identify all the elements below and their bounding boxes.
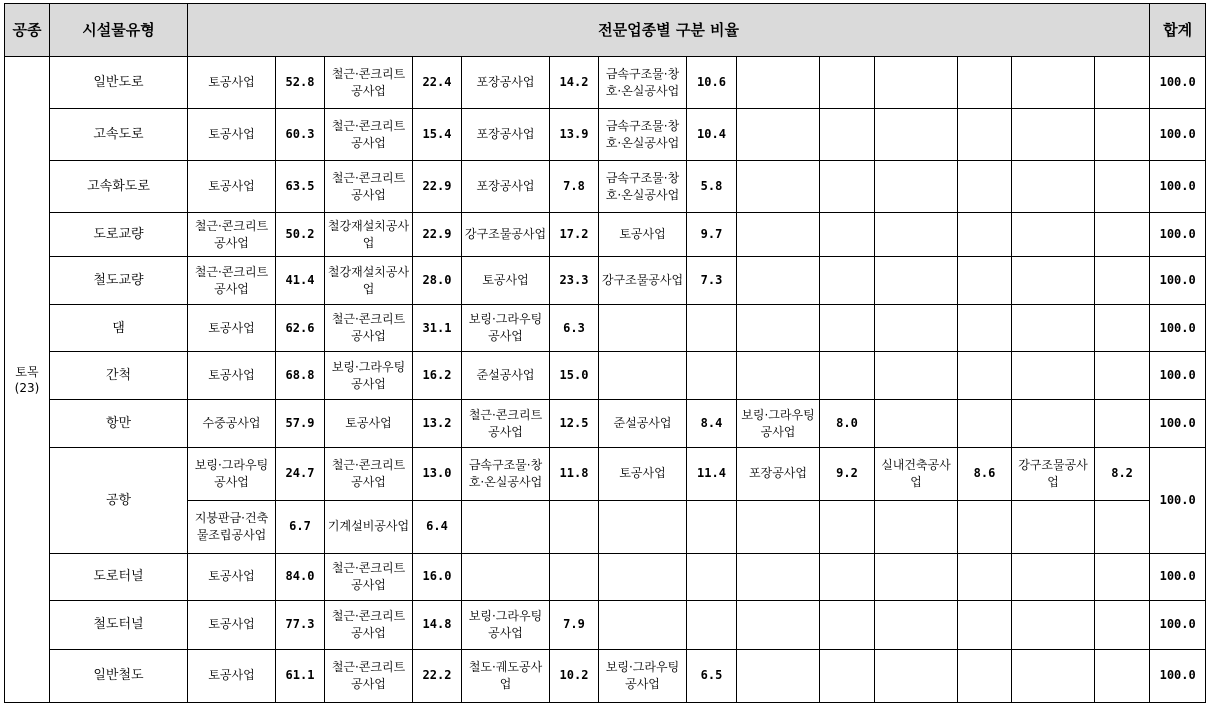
trade-name-cell	[599, 305, 687, 352]
trade-name-cell: 금속구조물·창호·온실공사업	[599, 57, 687, 109]
trade-ratio-cell: 13.2	[413, 400, 462, 447]
trade-name-cell: 토공사업	[188, 352, 276, 400]
trade-ratio-cell	[1095, 553, 1150, 600]
header-category: 공종	[5, 4, 50, 57]
trade-name-cell: 철근·콘크리트공사업	[325, 161, 413, 213]
trade-name-cell	[1012, 400, 1095, 447]
trade-ratio-cell: 50.2	[276, 213, 325, 257]
facility-type-cell: 고속도로	[50, 109, 188, 161]
table-row	[5, 257, 1206, 305]
trade-name-cell	[1012, 213, 1095, 257]
trade-name-cell: 철도·궤도공사업	[462, 649, 550, 702]
trade-ratio-cell	[550, 500, 599, 553]
trade-ratio-cell	[958, 305, 1012, 352]
trade-ratio-cell: 7.8	[550, 161, 599, 213]
trade-ratio-cell: 13.9	[550, 109, 599, 161]
trade-ratio-cell: 68.8	[276, 352, 325, 400]
trade-name-cell	[875, 161, 958, 213]
trade-name-cell: 토공사업	[188, 109, 276, 161]
trade-name-cell: 포장공사업	[462, 109, 550, 161]
trade-name-cell: 철근·콘크리트공사업	[188, 257, 276, 305]
trade-name-cell: 보링·그라우팅공사업	[462, 600, 550, 649]
facility-type-cell: 일반철도	[50, 649, 188, 702]
total-cell: 100.0	[1150, 352, 1206, 400]
trade-ratio-cell	[820, 109, 875, 161]
trade-name-cell	[1012, 305, 1095, 352]
trade-name-cell: 보링·그라우팅공사업	[599, 649, 687, 702]
trade-name-cell: 철근·콘크리트공사업	[325, 600, 413, 649]
table-row	[5, 352, 1206, 400]
trade-name-cell: 금속구조물·창호·온실공사업	[599, 109, 687, 161]
trade-name-cell: 준설공사업	[462, 352, 550, 400]
trade-name-cell	[875, 109, 958, 161]
trade-name-cell: 철근·콘크리트공사업	[325, 447, 413, 500]
trade-ratio-cell	[687, 600, 737, 649]
trade-ratio-cell: 5.8	[687, 161, 737, 213]
table-row	[5, 553, 1206, 600]
trade-name-cell: 토공사업	[188, 161, 276, 213]
trade-ratio-cell: 7.9	[550, 600, 599, 649]
trade-name-cell: 철근·콘크리트공사업	[462, 400, 550, 447]
trade-name-cell	[1012, 352, 1095, 400]
trade-ratio-cell	[687, 305, 737, 352]
trade-name-cell: 토공사업	[188, 57, 276, 109]
trade-ratio-cell: 15.0	[550, 352, 599, 400]
trade-ratio-cell	[820, 553, 875, 600]
category-name: 토목	[15, 364, 39, 379]
trade-ratio-cell	[958, 213, 1012, 257]
trade-ratio-cell: 22.9	[413, 213, 462, 257]
trade-ratio-cell	[687, 352, 737, 400]
category-count: (23)	[14, 380, 40, 395]
table-row	[5, 161, 1206, 213]
trade-ratio-cell: 8.4	[687, 400, 737, 447]
trade-name-cell: 금속구조물·창호·온실공사업	[462, 447, 550, 500]
trade-ratio-cell: 62.6	[276, 305, 325, 352]
trade-ratio-cell	[820, 161, 875, 213]
trade-ratio-cell	[820, 305, 875, 352]
facility-type-cell: 고속화도로	[50, 161, 188, 213]
trade-ratio-cell: 6.7	[276, 500, 325, 553]
trade-name-cell	[1012, 649, 1095, 702]
trade-ratio-cell: 52.8	[276, 57, 325, 109]
trade-ratio-cell	[958, 57, 1012, 109]
trade-name-cell	[737, 649, 820, 702]
total-cell: 100.0	[1150, 649, 1206, 702]
trade-ratio-cell	[958, 352, 1012, 400]
facility-type-cell: 항만	[50, 400, 188, 447]
trade-name-cell: 토공사업	[599, 447, 687, 500]
trade-name-cell	[599, 352, 687, 400]
trade-name-cell	[737, 600, 820, 649]
trade-name-cell	[737, 109, 820, 161]
trade-ratio-cell	[687, 500, 737, 553]
trade-ratio-cell: 8.0	[820, 400, 875, 447]
trade-name-cell	[599, 500, 687, 553]
trade-name-cell	[875, 257, 958, 305]
trade-ratio-cell: 10.2	[550, 649, 599, 702]
trade-name-cell: 보링·그라우팅공사업	[188, 447, 276, 500]
trade-ratio-cell: 77.3	[276, 600, 325, 649]
trade-name-cell: 금속구조물·창호·온실공사업	[599, 161, 687, 213]
trade-name-cell: 준설공사업	[599, 400, 687, 447]
trade-name-cell: 포장공사업	[462, 161, 550, 213]
trade-ratio-cell	[1095, 352, 1150, 400]
trade-name-cell	[875, 57, 958, 109]
trade-name-cell	[737, 305, 820, 352]
total-cell: 100.0	[1150, 400, 1206, 447]
trade-name-cell: 토공사업	[462, 257, 550, 305]
trade-ratio-cell: 11.4	[687, 447, 737, 500]
trade-name-cell	[1012, 553, 1095, 600]
trade-ratio-cell	[1095, 500, 1150, 553]
trade-ratio-cell: 8.2	[1095, 447, 1150, 500]
total-cell: 100.0	[1150, 257, 1206, 305]
trade-ratio-cell: 84.0	[276, 553, 325, 600]
trade-name-cell	[737, 57, 820, 109]
trade-ratio-cell: 41.4	[276, 257, 325, 305]
trade-ratio-cell	[958, 400, 1012, 447]
trade-name-cell	[737, 500, 820, 553]
trade-name-cell	[737, 553, 820, 600]
trade-ratio-cell: 9.2	[820, 447, 875, 500]
table-row	[5, 305, 1206, 352]
trade-ratio-cell	[820, 500, 875, 553]
trade-ratio-cell: 6.3	[550, 305, 599, 352]
trade-ratio-cell: 22.2	[413, 649, 462, 702]
header-row	[5, 4, 1206, 57]
trade-ratio-cell: 6.4	[413, 500, 462, 553]
trade-ratio-cell: 13.0	[413, 447, 462, 500]
trade-ratio-cell	[958, 649, 1012, 702]
trade-ratio-cell: 24.7	[276, 447, 325, 500]
facility-type-cell: 댐	[50, 305, 188, 352]
trade-ratio-cell	[820, 213, 875, 257]
trade-ratio-cell	[1095, 109, 1150, 161]
trade-ratio-cell: 16.0	[413, 553, 462, 600]
header-total: 합계	[1150, 4, 1206, 57]
trade-name-cell: 토공사업	[188, 600, 276, 649]
trade-ratio-cell	[958, 600, 1012, 649]
trade-name-cell	[875, 600, 958, 649]
trade-ratio-cell	[1095, 213, 1150, 257]
total-cell: 100.0	[1150, 305, 1206, 352]
total-cell: 100.0	[1150, 57, 1206, 109]
trade-ratio-cell	[958, 257, 1012, 305]
trade-ratio-cell	[820, 600, 875, 649]
trade-name-cell: 토공사업	[599, 213, 687, 257]
table-row	[5, 109, 1206, 161]
trade-ratio-cell	[958, 109, 1012, 161]
trade-ratio-cell: 10.6	[687, 57, 737, 109]
facility-type-cell: 간척	[50, 352, 188, 400]
trade-ratio-cell	[820, 649, 875, 702]
table-row	[5, 649, 1206, 702]
trade-ratio-cell: 28.0	[413, 257, 462, 305]
trade-ratio-cell: 6.5	[687, 649, 737, 702]
trade-name-cell: 보링·그라우팅공사업	[325, 352, 413, 400]
trade-ratio-cell: 17.2	[550, 213, 599, 257]
total-cell: 100.0	[1150, 109, 1206, 161]
trade-name-cell	[875, 305, 958, 352]
trade-ratio-cell: 22.4	[413, 57, 462, 109]
trade-name-cell: 기계설비공사업	[325, 500, 413, 553]
trade-name-cell	[737, 213, 820, 257]
trade-name-cell: 보링·그라우팅공사업	[737, 400, 820, 447]
trade-name-cell: 철근·콘크리트공사업	[325, 57, 413, 109]
trade-ratio-cell: 60.3	[276, 109, 325, 161]
trade-name-cell: 철근·콘크리트공사업	[325, 109, 413, 161]
trade-name-cell	[462, 553, 550, 600]
trade-ratio-cell	[1095, 649, 1150, 702]
trade-ratio-cell	[820, 57, 875, 109]
trade-name-cell: 수중공사업	[188, 400, 276, 447]
trade-ratio-cell	[1095, 400, 1150, 447]
table-row	[5, 57, 1206, 109]
trade-ratio-cell: 61.1	[276, 649, 325, 702]
trade-name-cell: 강구조물공사업	[1012, 447, 1095, 500]
trade-name-cell	[1012, 161, 1095, 213]
trade-name-cell: 토공사업	[188, 649, 276, 702]
facility-type-cell: 도로교량	[50, 213, 188, 257]
trade-name-cell: 강구조물공사업	[462, 213, 550, 257]
trade-ratio-cell: 10.4	[687, 109, 737, 161]
header-ratio: 전문업종별 구분 비율	[188, 4, 1150, 57]
trade-ratio-cell	[1095, 57, 1150, 109]
trade-name-cell	[462, 500, 550, 553]
trade-name-cell	[1012, 109, 1095, 161]
trade-name-cell: 강구조물공사업	[599, 257, 687, 305]
trade-ratio-cell: 23.3	[550, 257, 599, 305]
trade-ratio-cell: 8.6	[958, 447, 1012, 500]
trade-name-cell: 포장공사업	[737, 447, 820, 500]
trade-name-cell	[875, 500, 958, 553]
total-cell: 100.0	[1150, 447, 1206, 553]
trade-name-cell	[737, 257, 820, 305]
trade-ratio-cell: 11.8	[550, 447, 599, 500]
trade-name-cell	[1012, 257, 1095, 305]
total-cell: 100.0	[1150, 161, 1206, 213]
table-row	[5, 400, 1206, 447]
trade-name-cell	[875, 400, 958, 447]
trade-ratio-cell	[820, 257, 875, 305]
trade-ratio-cell	[958, 161, 1012, 213]
trade-name-cell: 보링·그라우팅공사업	[462, 305, 550, 352]
trade-name-cell: 토공사업	[188, 553, 276, 600]
trade-name-cell	[599, 553, 687, 600]
trade-name-cell	[1012, 500, 1095, 553]
trade-ratio-cell: 31.1	[413, 305, 462, 352]
trade-ratio-cell: 14.8	[413, 600, 462, 649]
header-facility: 시설물유형	[50, 4, 188, 57]
table-row	[5, 600, 1206, 649]
trade-name-cell: 철근·콘크리트공사업	[325, 553, 413, 600]
trade-name-cell	[875, 213, 958, 257]
trade-ratio-cell: 14.2	[550, 57, 599, 109]
trade-name-cell: 철근·콘크리트공사업	[325, 305, 413, 352]
facility-type-cell: 일반도로	[50, 57, 188, 109]
trade-ratio-cell: 22.9	[413, 161, 462, 213]
trade-ratio-cell	[1095, 600, 1150, 649]
trade-ratio-cell	[687, 553, 737, 600]
trade-name-cell: 포장공사업	[462, 57, 550, 109]
trade-name-cell	[875, 553, 958, 600]
trade-ratio-cell	[1095, 305, 1150, 352]
trade-name-cell: 철강재설치공사업	[325, 213, 413, 257]
total-cell: 100.0	[1150, 600, 1206, 649]
trade-ratio-cell	[550, 553, 599, 600]
total-cell: 100.0	[1150, 553, 1206, 600]
trade-ratio-cell	[1095, 161, 1150, 213]
facility-type-cell: 도로터널	[50, 553, 188, 600]
trade-name-cell	[875, 352, 958, 400]
trade-name-cell: 지붕판금·건축물조립공사업	[188, 500, 276, 553]
trade-ratio-cell: 63.5	[276, 161, 325, 213]
total-cell: 100.0	[1150, 213, 1206, 257]
trade-ratio-cell: 12.5	[550, 400, 599, 447]
facility-type-cell: 철도교량	[50, 257, 188, 305]
trade-ratio-cell	[1095, 257, 1150, 305]
category-cell	[5, 57, 50, 703]
trade-name-cell	[875, 649, 958, 702]
trade-name-cell: 실내건축공사업	[875, 447, 958, 500]
trade-name-cell	[599, 600, 687, 649]
trade-ratio-cell: 9.7	[687, 213, 737, 257]
trade-name-cell: 철근·콘크리트공사업	[188, 213, 276, 257]
ratio-table	[4, 3, 1206, 703]
trade-name-cell	[1012, 600, 1095, 649]
trade-name-cell: 철근·콘크리트공사업	[325, 649, 413, 702]
trade-ratio-cell	[958, 500, 1012, 553]
table-row	[5, 213, 1206, 257]
trade-name-cell	[1012, 57, 1095, 109]
trade-ratio-cell: 15.4	[413, 109, 462, 161]
trade-name-cell: 토공사업	[188, 305, 276, 352]
trade-ratio-cell: 57.9	[276, 400, 325, 447]
trade-name-cell: 철강재설치공사업	[325, 257, 413, 305]
facility-type-cell: 공항	[50, 447, 188, 553]
table-row	[5, 447, 1206, 500]
facility-type-cell: 철도터널	[50, 600, 188, 649]
trade-ratio-cell: 16.2	[413, 352, 462, 400]
trade-ratio-cell	[958, 553, 1012, 600]
trade-name-cell: 토공사업	[325, 400, 413, 447]
trade-ratio-cell: 7.3	[687, 257, 737, 305]
trade-name-cell	[737, 352, 820, 400]
trade-ratio-cell	[820, 352, 875, 400]
trade-name-cell	[737, 161, 820, 213]
